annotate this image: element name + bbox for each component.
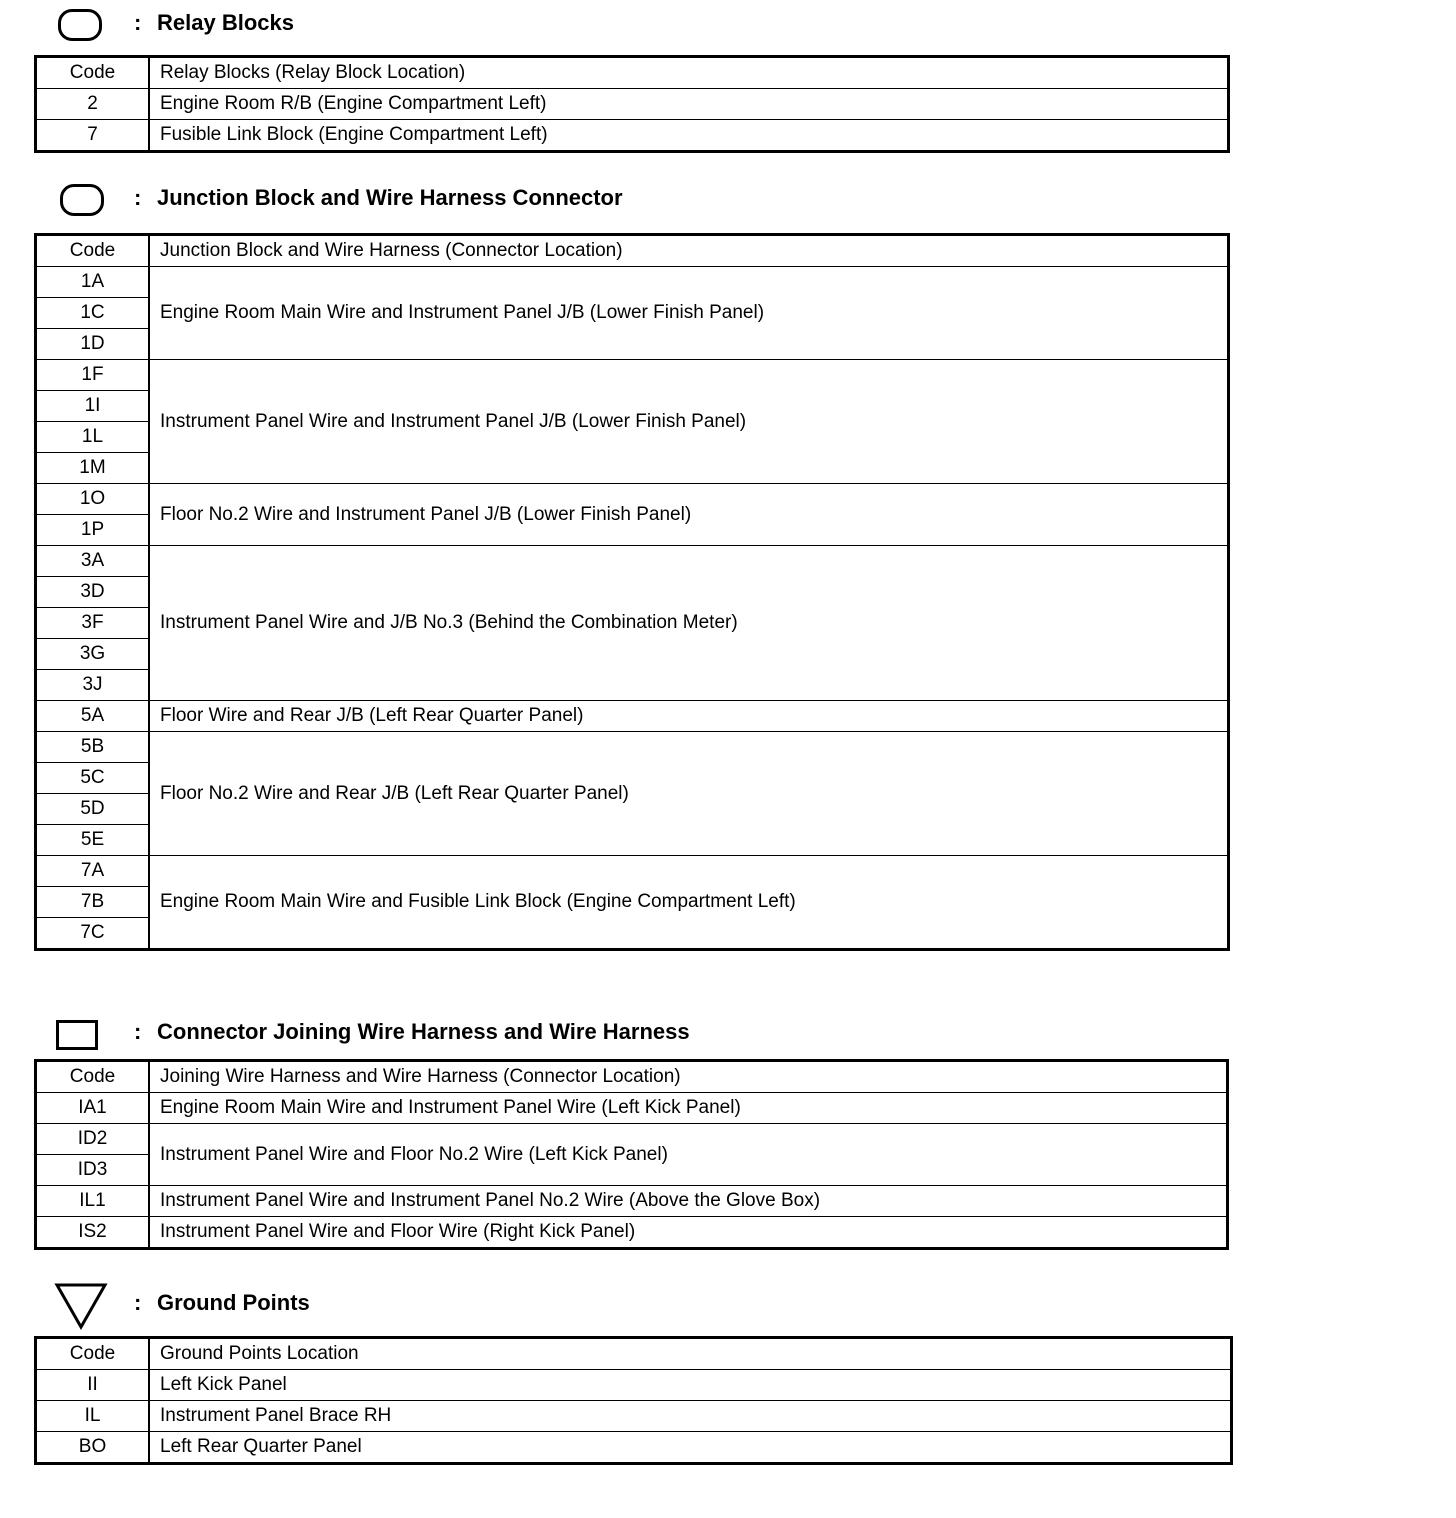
code-cell: 1O (36, 484, 150, 515)
code-cell: 7C (36, 918, 150, 950)
code-cell: 5A (36, 701, 150, 732)
location-cell: Instrument Panel Wire and Instrument Panel No.2 Wire (Above the Glove Box) (149, 1186, 1228, 1217)
section-colon: : (134, 1019, 142, 1044)
section-title: Connector Joining Wire Harness and Wire Harness (157, 1019, 690, 1044)
code-cell: 2 (36, 89, 150, 120)
oval-symbol-icon (58, 9, 102, 41)
table-row (36, 1186, 1228, 1217)
junction-block-table (34, 233, 1230, 951)
section-colon: : (134, 1290, 142, 1315)
location-cell: Floor Wire and Rear J/B (Left Rear Quarter Panel) (149, 701, 1229, 732)
location-cell: Engine Room Main Wire and Fusible Link Block (Engine Compartment Left) (149, 856, 1229, 950)
code-cell: 1A (36, 267, 150, 298)
code-cell: 7B (36, 887, 150, 918)
code-cell: 1L (36, 422, 150, 453)
code-cell: ID2 (36, 1124, 150, 1155)
section-title: Junction Block and Wire Harness Connector (157, 185, 623, 210)
code-cell: 3G (36, 639, 150, 670)
location-cell: Floor No.2 Wire and Rear J/B (Left Rear Quarter Panel) (149, 732, 1229, 856)
code-cell: IL1 (36, 1186, 150, 1217)
header-code: Code (36, 1061, 150, 1093)
table-row (36, 546, 1229, 577)
code-cell: ID3 (36, 1155, 150, 1186)
code-cell: IL (36, 1401, 150, 1432)
code-cell: 1D (36, 329, 150, 360)
section-colon: : (134, 10, 142, 35)
header-description: Joining Wire Harness and Wire Harness (Connector Location) (149, 1061, 1228, 1093)
location-cell: Engine Room Main Wire and Instrument Panel J/B (Lower Finish Panel) (149, 267, 1229, 360)
table-row (36, 120, 1229, 152)
location-cell: Instrument Panel Wire and Instrument Panel J/B (Lower Finish Panel) (149, 360, 1229, 484)
section-title: Ground Points (157, 1290, 310, 1315)
location-cell: Instrument Panel Brace RH (149, 1401, 1232, 1432)
location-cell: Left Kick Panel (149, 1370, 1232, 1401)
table-row (36, 1370, 1232, 1401)
code-cell: BO (36, 1432, 150, 1464)
header-code: Code (36, 235, 150, 267)
code-cell: 5B (36, 732, 150, 763)
table-header-row (36, 57, 1229, 89)
table-row (36, 360, 1229, 391)
oval-symbol-icon (60, 184, 104, 216)
table-row (36, 1217, 1228, 1249)
table-row (36, 1401, 1232, 1432)
code-cell: II (36, 1370, 150, 1401)
ground-points-table (34, 1336, 1233, 1465)
relay-blocks-table (34, 55, 1230, 153)
code-cell: 1M (36, 453, 150, 484)
header-description: Ground Points Location (149, 1338, 1232, 1370)
location-cell: Floor No.2 Wire and Instrument Panel J/B (Lower Finish Panel) (149, 484, 1229, 546)
location-cell: Instrument Panel Wire and Floor Wire (Right Kick Panel) (149, 1217, 1228, 1249)
section-colon: : (134, 185, 142, 210)
table-row (36, 1432, 1232, 1464)
code-cell: 1F (36, 360, 150, 391)
connector-joining-table (34, 1059, 1229, 1250)
triangle-symbol-icon (54, 1282, 108, 1330)
table-header-row (36, 1061, 1228, 1093)
table-row (36, 732, 1229, 763)
table-row (36, 89, 1229, 120)
header-description: Junction Block and Wire Harness (Connector Location) (149, 235, 1229, 267)
location-cell: Instrument Panel Wire and J/B No.3 (Behind the Combination Meter) (149, 546, 1229, 701)
code-cell: 7A (36, 856, 150, 887)
code-cell: 3J (36, 670, 150, 701)
code-cell: 3D (36, 577, 150, 608)
code-cell: 3F (36, 608, 150, 639)
location-cell: Left Rear Quarter Panel (149, 1432, 1232, 1464)
header-code: Code (36, 1338, 150, 1370)
code-cell: 7 (36, 120, 150, 152)
table-header-row (36, 235, 1229, 267)
table-row (36, 1124, 1228, 1155)
table-row (36, 484, 1229, 515)
header-code: Code (36, 57, 150, 89)
code-cell: 3A (36, 546, 150, 577)
code-cell: 5D (36, 794, 150, 825)
code-cell: 1P (36, 515, 150, 546)
code-cell: 1I (36, 391, 150, 422)
header-description: Relay Blocks (Relay Block Location) (149, 57, 1229, 89)
code-cell: IA1 (36, 1093, 150, 1124)
location-cell: Engine Room Main Wire and Instrument Panel Wire (Left Kick Panel) (149, 1093, 1228, 1124)
code-cell: 5E (36, 825, 150, 856)
code-cell: 5C (36, 763, 150, 794)
section-title: Relay Blocks (157, 10, 294, 35)
code-cell: 1C (36, 298, 150, 329)
table-header-row (36, 1338, 1232, 1370)
location-cell: Engine Room R/B (Engine Compartment Left) (149, 89, 1229, 120)
table-row (36, 1093, 1228, 1124)
table-row (36, 856, 1229, 887)
table-row (36, 701, 1229, 732)
location-cell: Instrument Panel Wire and Floor No.2 Wire (Left Kick Panel) (149, 1124, 1228, 1186)
rect-symbol-icon (56, 1020, 98, 1050)
location-cell: Fusible Link Block (Engine Compartment Left) (149, 120, 1229, 152)
code-cell: IS2 (36, 1217, 150, 1249)
table-row (36, 267, 1229, 298)
